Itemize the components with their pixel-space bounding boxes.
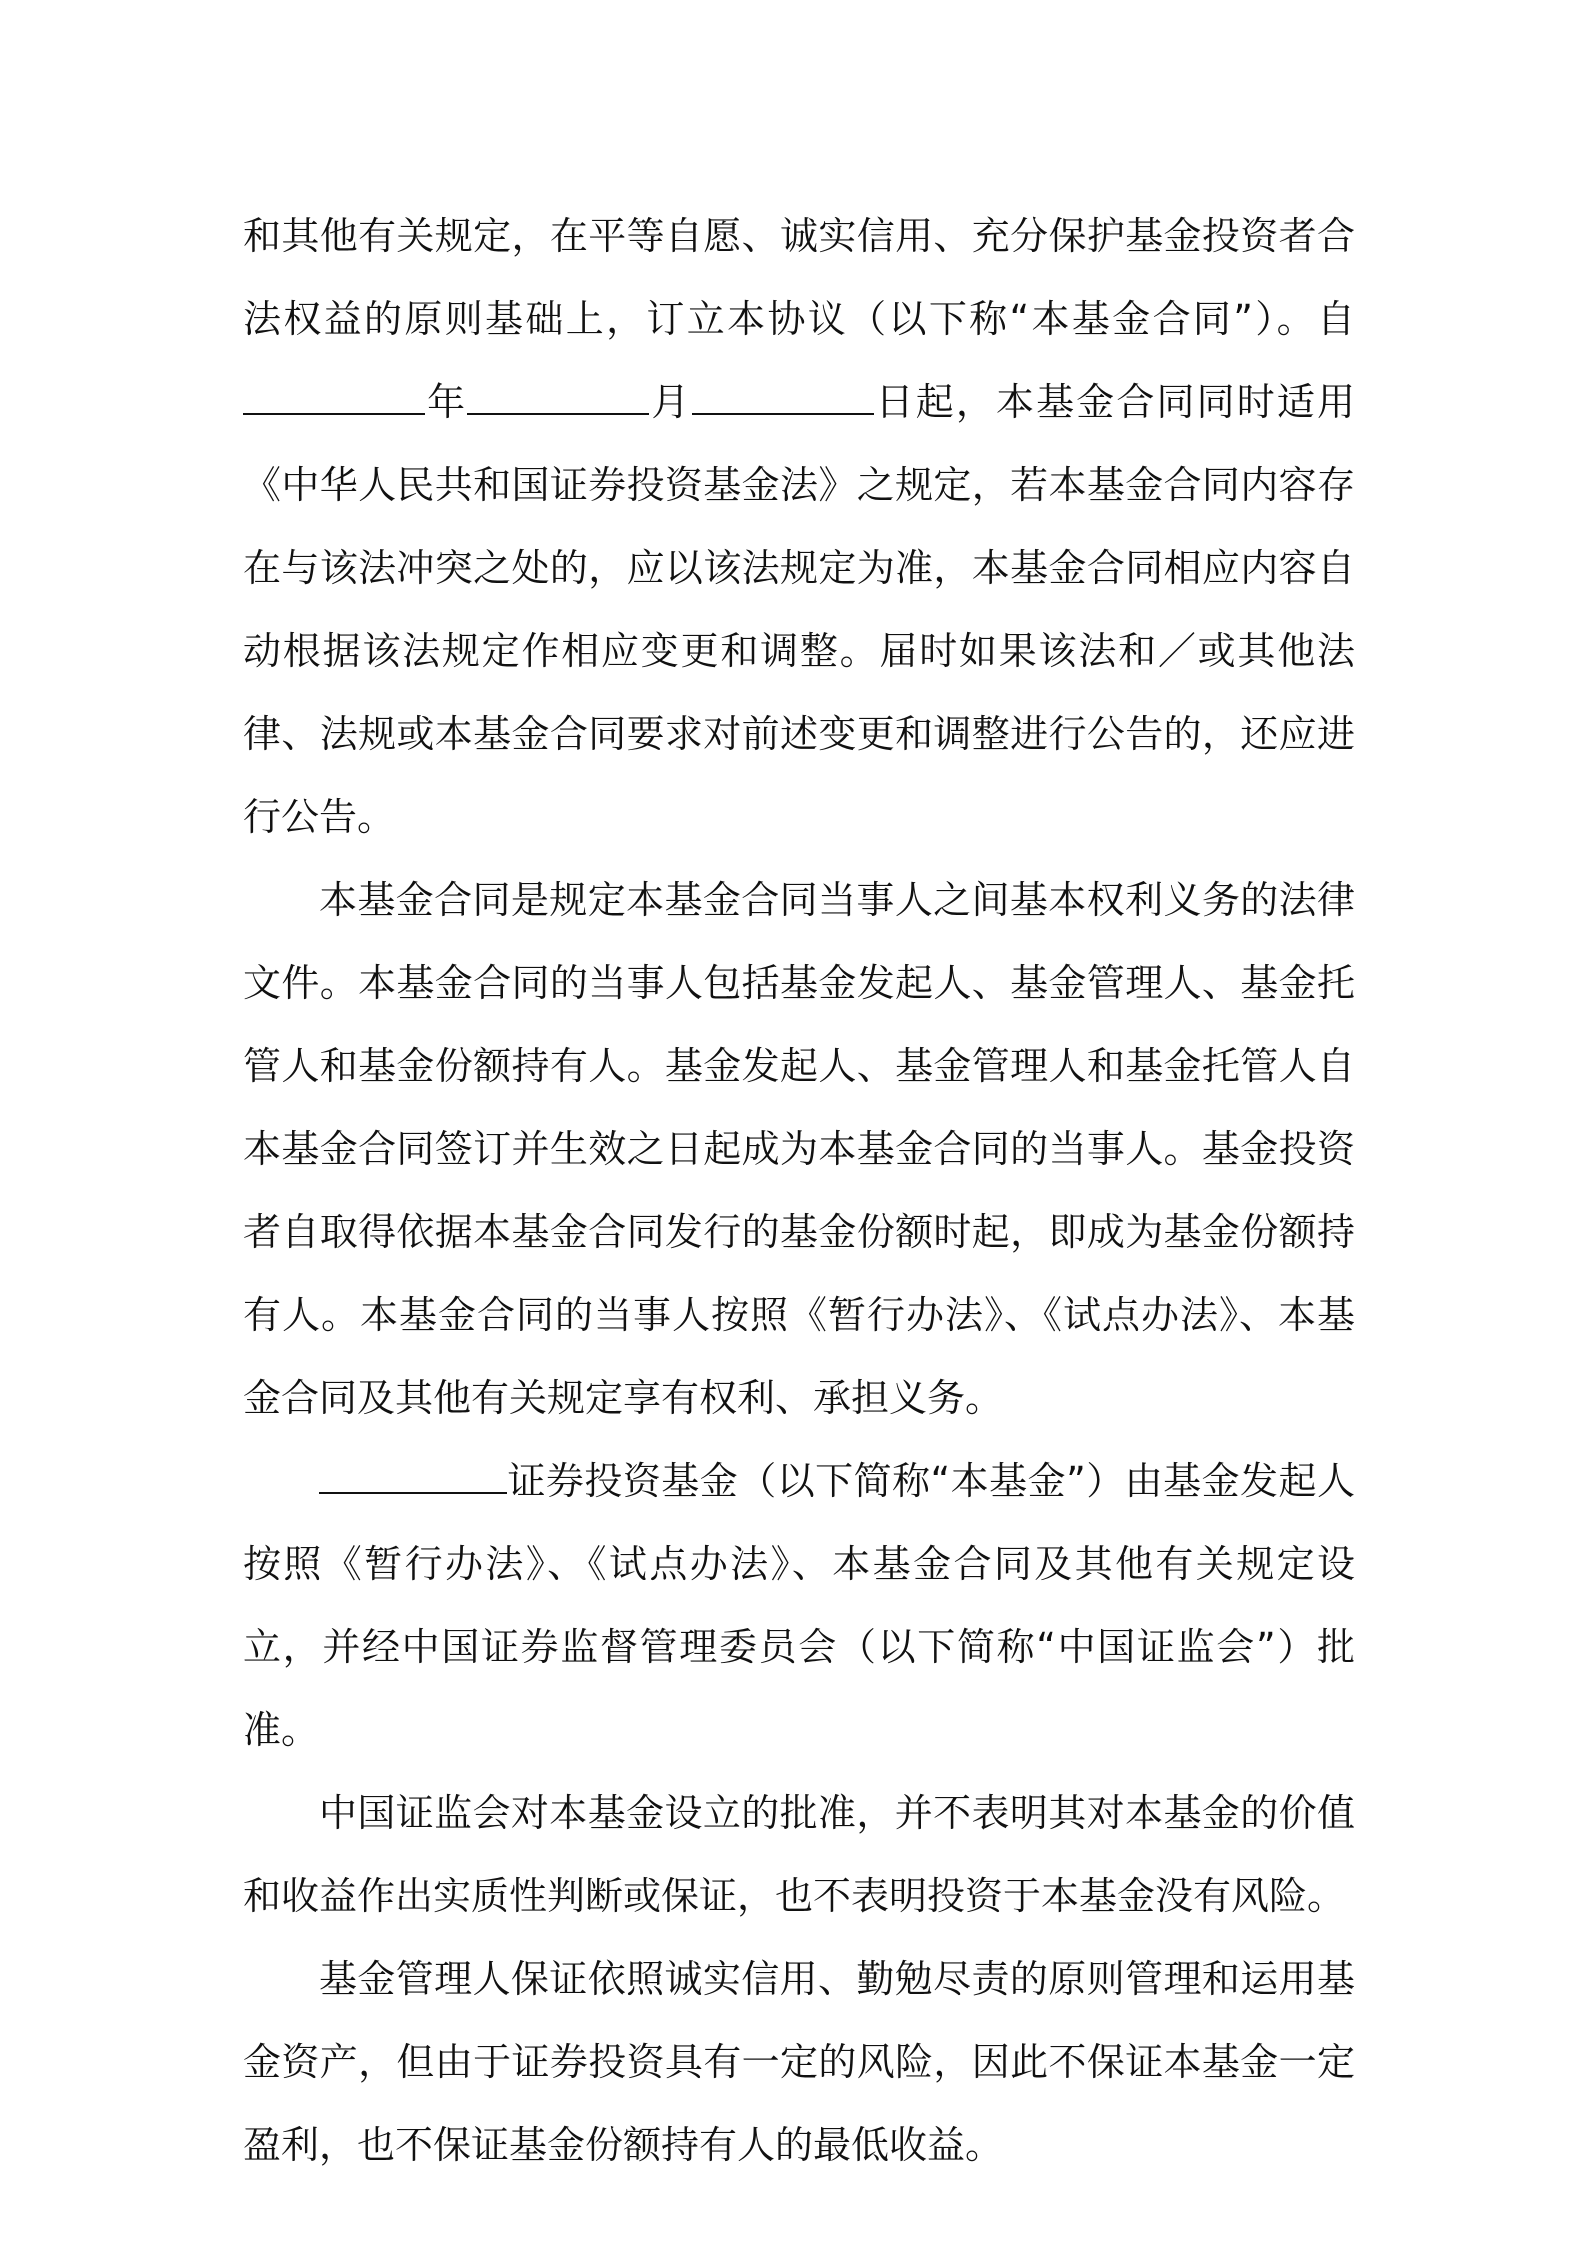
year-label: 年 [425, 380, 468, 424]
fund-establishment-text: 证券投资基金（以下简称“本基金”）由基金发起人按照《暂行办法》、《试点办法》、本基金合同及其他有关规定设立，并经中国证券监督管理委员会（以下简称“中国证监会”）批准。 [243, 1459, 1355, 1752]
document-body [243, 195, 1355, 2187]
day-and-applicability-text: 日起，本基金合同同时适用《中华人民共和国证券投资基金法》之规定，若本基金合同内容存在与该法冲突之处的，应以该法规定为准，本基金合同相应内容自动根据该法规定作相应变更和调整。届时如果该法和／或其他法律、法规或本基金合同要求对前述变更和调整进行公告的，还应进行公告。 [243, 380, 1355, 839]
year-blank [243, 383, 425, 415]
day-blank [692, 383, 874, 415]
paragraph-csrc-approval: 中国证监会对本基金设立的批准，并不表明其对本基金的价值和收益作出实质性判断或保证，也不表明投资于本基金没有风险。 [243, 1791, 1355, 1918]
paragraph-fund-establishment [243, 1440, 1355, 1772]
paragraph-manager-guarantee: 基金管理人保证依照诚实信用、勤勉尽责的原则管理和运用基金资产，但由于证券投资具有一定的风险，因此不保证本基金一定盈利，也不保证基金份额持有人的最低收益。 [243, 1957, 1355, 2167]
paragraph-contract-preamble [243, 195, 1355, 859]
paragraph-contract-parties: 本基金合同是规定本基金合同当事人之间基本权利义务的法律文件。本基金合同的当事人包括基金发起人、基金管理人、基金托管人和基金份额持有人。基金发起人、基金管理人和基金托管人自本基金合同签订并生效之日起成为本基金合同的当事人。基金投资者自取得依据本基金合同发行的基金份额时起，即成为基金份额持有人。本基金合同的当事人按照《暂行办法》、《试点办法》、本基金合同及其他有关规定享有权利、承担义务。 [243, 878, 1355, 1420]
preamble-text: 和其他有关规定，在平等自愿、诚实信用、充分保护基金投资者合法权益的原则基础上，订立本协议（以下称“本基金合同”）。自 [243, 214, 1355, 341]
month-label: 月 [649, 380, 692, 424]
month-blank [467, 383, 649, 415]
fund-name-blank [319, 1462, 507, 1494]
